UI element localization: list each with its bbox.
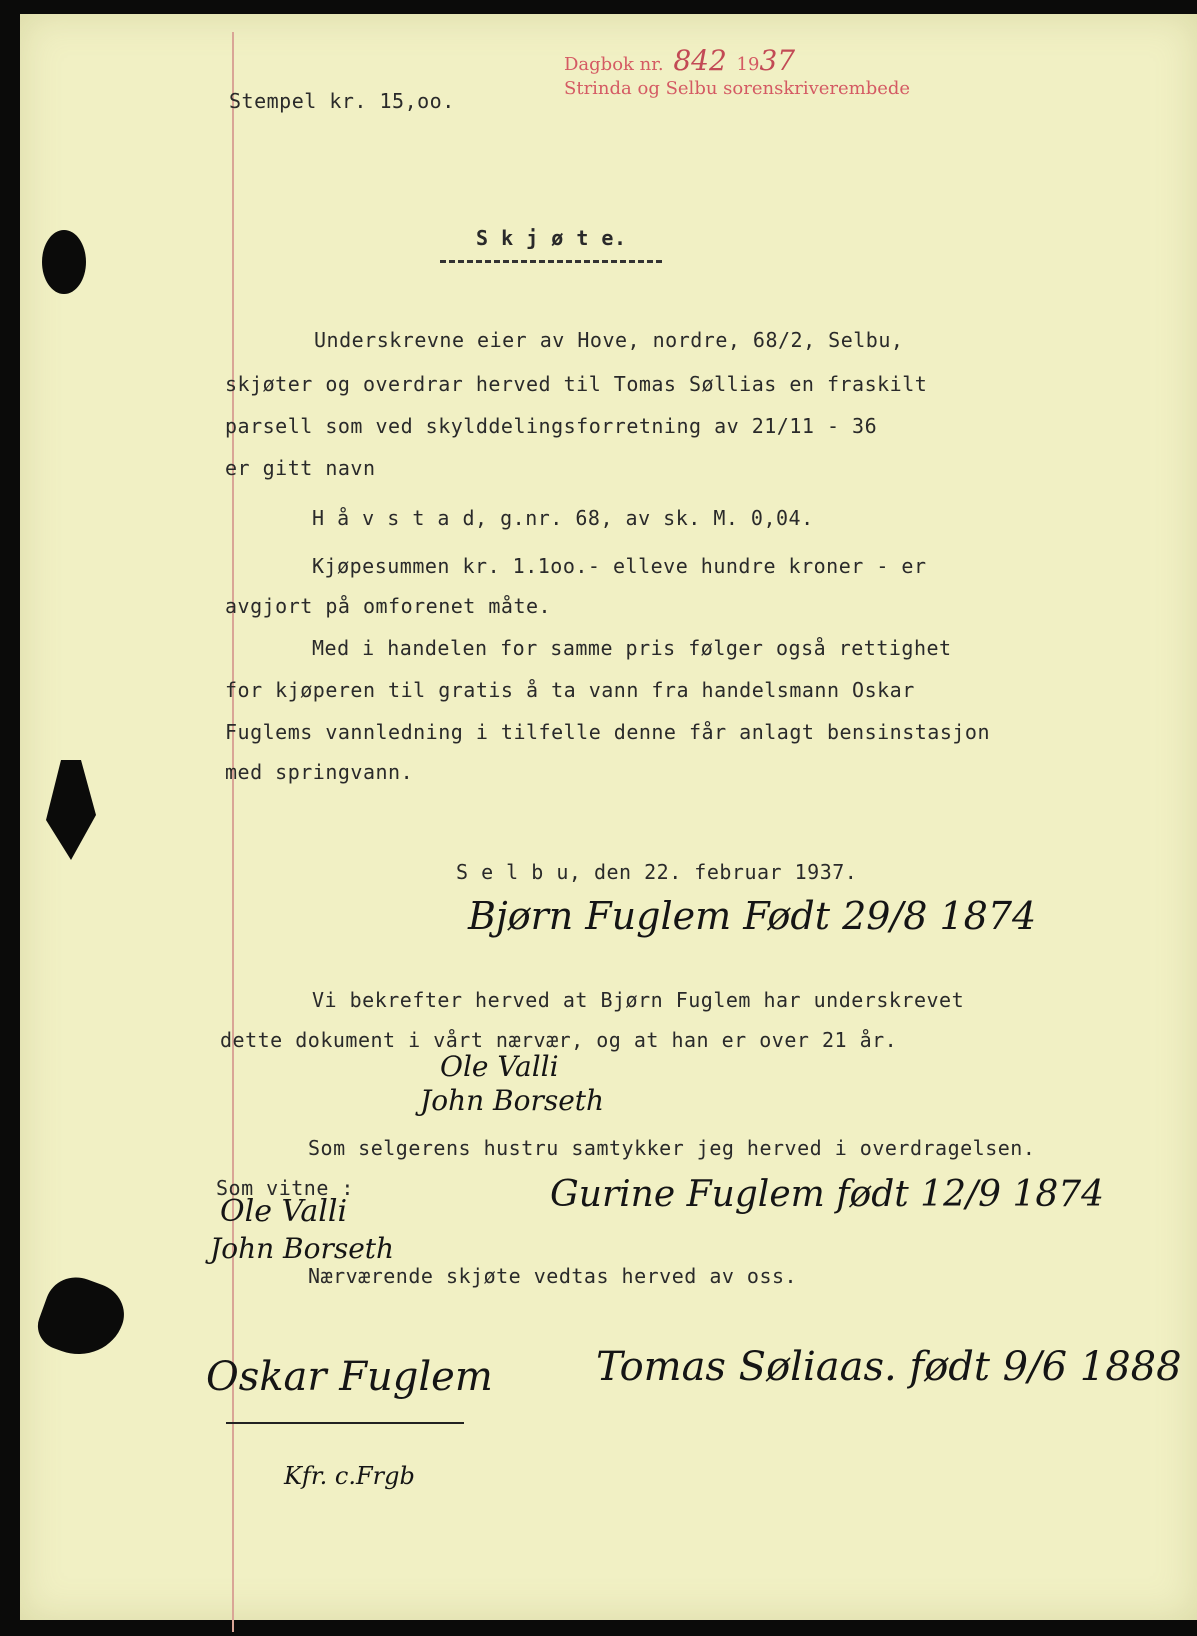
paragraph-4-line-1: Med i handelen for samme pris følger også rettighet bbox=[312, 636, 952, 660]
paragraph-3-line-1: Kjøpesummen kr. 1.1oo.- elleve hundre kroner - er bbox=[312, 554, 927, 578]
paragraph-1-line-2: skjøter og overdrar herved til Tomas Søllias en fraskilt bbox=[225, 372, 928, 396]
stamp-label: Dagbok nr. bbox=[564, 54, 664, 75]
acceptance-statement: Nærværende skjøte vedtas herved av oss. bbox=[308, 1264, 798, 1288]
binding-hole-1 bbox=[42, 230, 86, 294]
paragraph-1-line-4: er gitt navn bbox=[225, 456, 376, 480]
witness2-signature-2: John Borseth bbox=[210, 1232, 395, 1265]
document-title: S k j ø t e. bbox=[476, 226, 627, 250]
signature-spouse: Gurine Fuglem født 12/9 1874 bbox=[550, 1174, 1105, 1215]
witness2-signature-1: Ole Valli bbox=[220, 1194, 348, 1229]
stamp-year-prefix: 19 bbox=[736, 54, 760, 75]
paragraph-3-line-2: avgjort på omforenet måte. bbox=[225, 594, 552, 618]
registry-stamp-line2: Strinda og Selbu sorenskriverembede bbox=[564, 78, 911, 99]
document-page bbox=[20, 14, 1197, 1620]
stamp-duty: Stempel kr. 15,oo. bbox=[229, 89, 455, 113]
paragraph-4-line-4: med springvann. bbox=[225, 760, 414, 784]
place-date: S e l b u, den 22. februar 1937. bbox=[456, 860, 858, 884]
witness-heading: Som vitne : bbox=[216, 1176, 354, 1200]
witness-statement-line-2: dette dokument i vårt nærvær, og at han er over 21 år. bbox=[220, 1028, 898, 1052]
stamp-year-suffix: 37 bbox=[759, 44, 796, 77]
signature-buyer-tomas: Tomas Søliaas. født 9/6 1888 bbox=[596, 1344, 1182, 1390]
paragraph-1-line-1: Underskrevne eier av Hove, nordre, 68/2, Selbu, bbox=[314, 328, 904, 352]
paragraph-4-line-3: Fuglems vannledning i tilfelle denne får anlagt bensinstasjon bbox=[225, 720, 991, 744]
witness-statement-line-1: Vi bekrefter herved at Bjørn Fuglem har underskrevet bbox=[312, 988, 965, 1012]
stamp-number: 842 bbox=[673, 44, 727, 77]
paragraph-1-line-3: parsell som ved skylddelingsforretning av 21/11 - 36 bbox=[225, 414, 878, 438]
signature-buyer-oskar: Oskar Fuglem bbox=[206, 1354, 493, 1400]
paragraph-4-line-2: for kjøperen til gratis å ta vann fra handelsmann Oskar bbox=[225, 678, 915, 702]
signature-seller: Bjørn Fuglem Født 29/8 1874 bbox=[468, 894, 1037, 938]
witness-signature-2: John Borseth bbox=[420, 1084, 605, 1117]
handwritten-initials: Kfr. c.Frgb bbox=[284, 1462, 415, 1490]
signature-underline bbox=[226, 1422, 464, 1424]
registry-stamp-line1 bbox=[564, 44, 795, 77]
title-underline bbox=[440, 260, 662, 263]
witness-signature-1: Ole Valli bbox=[440, 1050, 559, 1083]
spouse-consent: Som selgerens hustru samtykker jeg herved i overdragelsen. bbox=[308, 1136, 1036, 1160]
property-name: H å v s t a d, g.nr. 68, av sk. M. 0,04. bbox=[312, 506, 814, 530]
